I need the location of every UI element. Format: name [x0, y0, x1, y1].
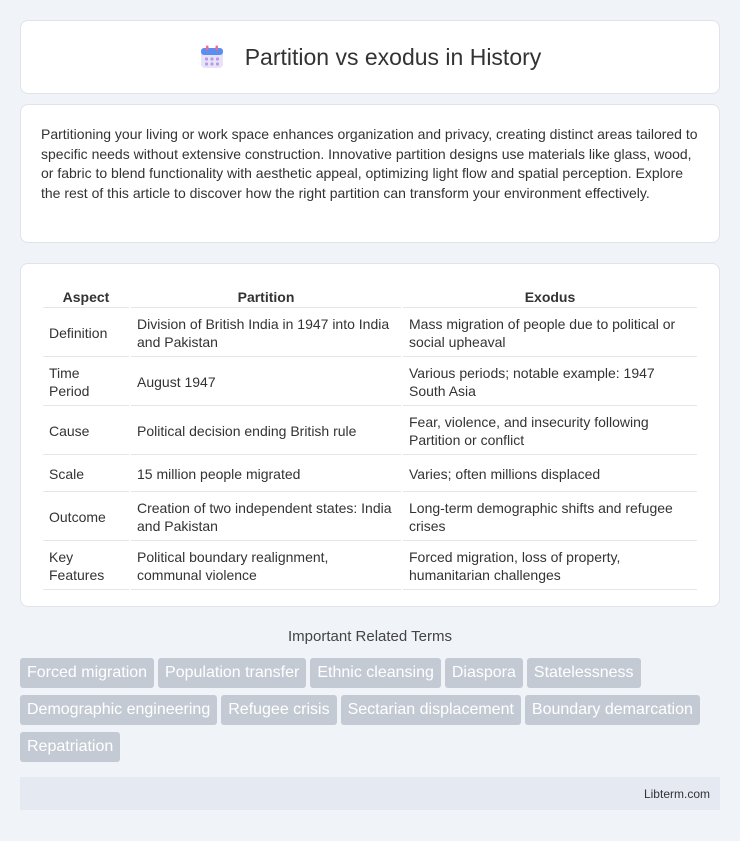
table-row — [43, 359, 697, 406]
related-term-tag[interactable]: Refugee crisis — [221, 695, 336, 725]
table-cell: Scale — [43, 457, 129, 492]
table-row — [43, 310, 697, 357]
table-row — [43, 543, 697, 590]
table-cell: Definition — [43, 310, 129, 357]
related-term-tag[interactable]: Sectarian displacement — [341, 695, 521, 725]
table-cell: Mass migration of people due to political or social upheaval — [403, 310, 697, 357]
related-term-tag[interactable]: Ethnic cleansing — [310, 658, 441, 688]
header-card — [20, 20, 720, 94]
comparison-table-card — [20, 263, 720, 607]
table-row — [43, 457, 697, 492]
related-term-tag[interactable]: Diaspora — [445, 658, 523, 688]
table-cell: Cause — [43, 408, 129, 455]
intro-card — [20, 104, 720, 243]
table-cell: Outcome — [43, 494, 129, 541]
table-cell: Time Period — [43, 359, 129, 406]
column-header: Partition — [131, 286, 401, 308]
table-cell: Political decision ending British rule — [131, 408, 401, 455]
table-cell: Forced migration, loss of property, humanitarian challenges — [403, 543, 697, 590]
table-cell: August 1947 — [131, 359, 401, 406]
column-header: Exodus — [403, 286, 697, 308]
related-terms-list — [20, 658, 720, 769]
table-row — [43, 494, 697, 541]
table-cell: Long-term demographic shifts and refugee crises — [403, 494, 697, 541]
footer — [20, 777, 720, 810]
table-header-row — [43, 286, 697, 308]
table-cell: Various periods; notable example: 1947 South Asia — [403, 359, 697, 406]
related-terms-title: Important Related Terms — [288, 628, 452, 645]
table-cell: Key Features — [43, 543, 129, 590]
comparison-table — [41, 284, 699, 592]
calendar-icon — [199, 44, 225, 70]
table-cell: 15 million people migrated — [131, 457, 401, 492]
related-term-tag[interactable]: Statelessness — [527, 658, 641, 688]
table-cell: Creation of two independent states: India and Pakistan — [131, 494, 401, 541]
table-cell: Fear, violence, and insecurity following Partition or conflict — [403, 408, 697, 455]
related-term-tag[interactable]: Demographic engineering — [20, 695, 217, 725]
table-cell: Varies; often millions displaced — [403, 457, 697, 492]
related-term-tag[interactable]: Population transfer — [158, 658, 306, 688]
page-title: Partition vs exodus in History — [244, 43, 542, 70]
footer-site-link[interactable]: Libterm.com — [643, 786, 710, 801]
table-cell: Division of British India in 1947 into India and Pakistan — [131, 310, 401, 357]
related-term-tag[interactable]: Boundary demarcation — [525, 695, 700, 725]
intro-text: Partitioning your living or work space enhances organization and privacy, creating distinct areas tailored to specific needs without extensive construction. Innovative partition designs use materials like glass, wood, or fabric to blend functionality with aesthetic appeal, optimizing light flow and spatial perception. Explore the rest of this article to discover how the right partition can transform your environment effectively. — [41, 126, 698, 201]
table-row — [43, 408, 697, 455]
related-term-tag[interactable]: Forced migration — [20, 658, 154, 688]
table-cell: Political boundary realignment, communal violence — [131, 543, 401, 590]
related-term-tag[interactable]: Repatriation — [20, 732, 120, 762]
column-header: Aspect — [43, 286, 129, 308]
